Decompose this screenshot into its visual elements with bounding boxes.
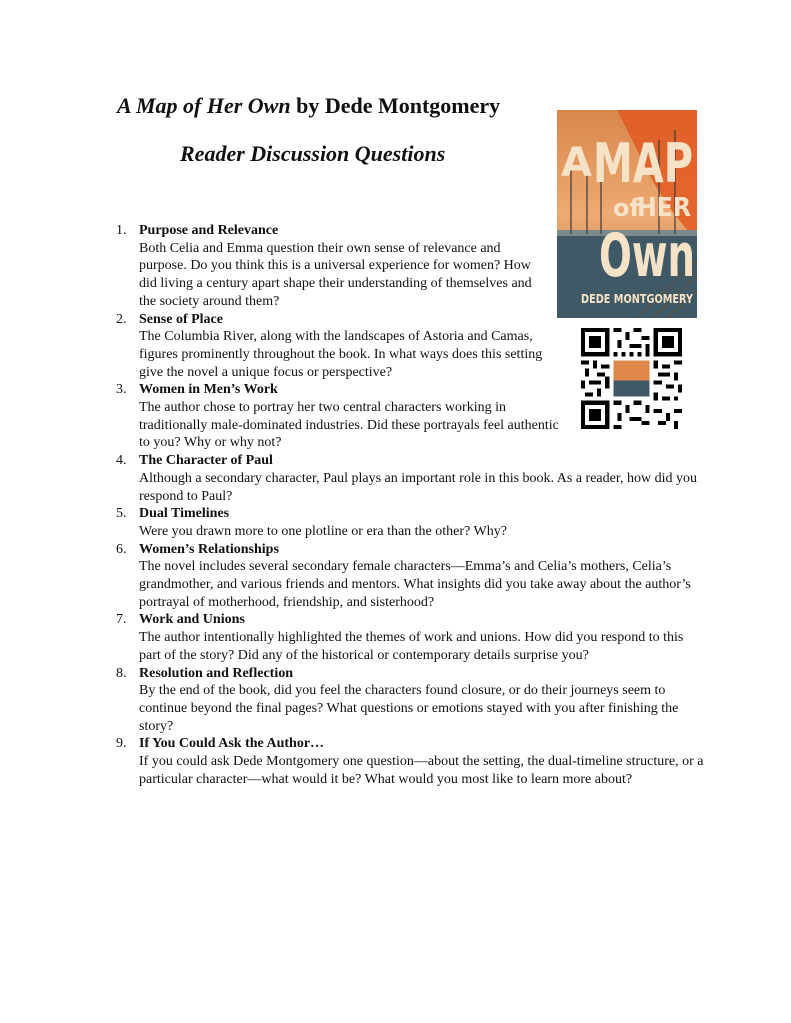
cover-title-of: of bbox=[613, 194, 640, 222]
cover-title-her: HER bbox=[637, 193, 691, 223]
question-number: 9. bbox=[116, 736, 127, 752]
question-title: Resolution and Reflection bbox=[139, 665, 293, 681]
question-number: 2. bbox=[116, 311, 127, 327]
question-item bbox=[116, 611, 704, 664]
question-number: 7. bbox=[116, 612, 127, 628]
question-body: The novel includes several secondary female characters—Emma’s and Celia’s mothers, Celia’s grandmother, and various friends and mentors. What insights did you take away about the author’s portrayal of motherhood, friendship, and sisterhood? bbox=[139, 559, 691, 610]
byline: by Dede Montgomery bbox=[290, 93, 501, 118]
question-number: 5. bbox=[116, 506, 127, 522]
question-body: Were you drawn more to one plotline or era than the other? Why? bbox=[139, 523, 507, 539]
question-title: Women in Men’s Work bbox=[139, 382, 278, 398]
question-body: The author chose to portray her two central characters working in traditionally male-dominated industries. Did these portrayals feel authentic to you? Why or why not? bbox=[139, 400, 559, 451]
question-item bbox=[116, 505, 704, 540]
question-body: Both Celia and Emma question their own sense of relevance and purpose. Do you think this is a universal experience for women? How did living a century apart shape their understanding of themselves and the society around them? bbox=[139, 240, 532, 309]
question-title: Work and Unions bbox=[139, 612, 245, 628]
question-body: The author intentionally highlighted the themes of work and unions. How did you respond to this part of the story? Did any of the historical or contemporary details surprise you? bbox=[139, 630, 684, 663]
question-title: Dual Timelines bbox=[139, 506, 230, 522]
question-item bbox=[116, 735, 704, 788]
discussion-question-list bbox=[116, 222, 704, 789]
cover-author: DEDE MONTGOMERY bbox=[581, 292, 694, 306]
question-number: 6. bbox=[116, 541, 127, 557]
question-item bbox=[116, 665, 704, 736]
question-title: Women’s Relationships bbox=[139, 541, 279, 557]
question-number: 3. bbox=[116, 382, 127, 398]
question-item bbox=[116, 452, 704, 505]
question-number: 4. bbox=[116, 453, 127, 469]
cover-title-map: MAP bbox=[593, 132, 693, 195]
question-item bbox=[116, 381, 704, 452]
cover-title-own: Own bbox=[599, 221, 695, 291]
question-body: If you could ask Dede Montgomery one question—about the setting, the dual-timeline structure, or a particular character—what would it be? What would you most like to learn more about? bbox=[139, 754, 704, 787]
question-body: Although a secondary character, Paul plays an important role in this book. As a reader, how did you respond to Paul? bbox=[139, 470, 697, 504]
page-title bbox=[117, 93, 500, 119]
book-title: A Map of Her Own bbox=[117, 93, 291, 118]
cover-title-a: A bbox=[561, 140, 592, 186]
question-item bbox=[116, 541, 704, 612]
question-title: If You Could Ask the Author… bbox=[139, 736, 325, 752]
question-number: 8. bbox=[116, 665, 127, 681]
question-number: 1. bbox=[116, 223, 127, 238]
page-subtitle: Reader Discussion Questions bbox=[180, 141, 446, 166]
question-title: Purpose and Relevance bbox=[139, 223, 279, 238]
question-item bbox=[116, 311, 704, 382]
question-title: Sense of Place bbox=[139, 311, 223, 327]
question-body: By the end of the book, did you feel the characters found closure, or do their journeys seem to continue beyond the final pages? What questions or emotions stayed with you after finishing the story? bbox=[139, 683, 679, 734]
question-item bbox=[116, 222, 704, 311]
question-title: The Character of Paul bbox=[139, 453, 273, 469]
question-body: The Columbia River, along with the landscapes of Astoria and Camas, figures prominently throughout the book. In what ways does this setting give the novel a unique focus or perspective? bbox=[139, 329, 543, 380]
